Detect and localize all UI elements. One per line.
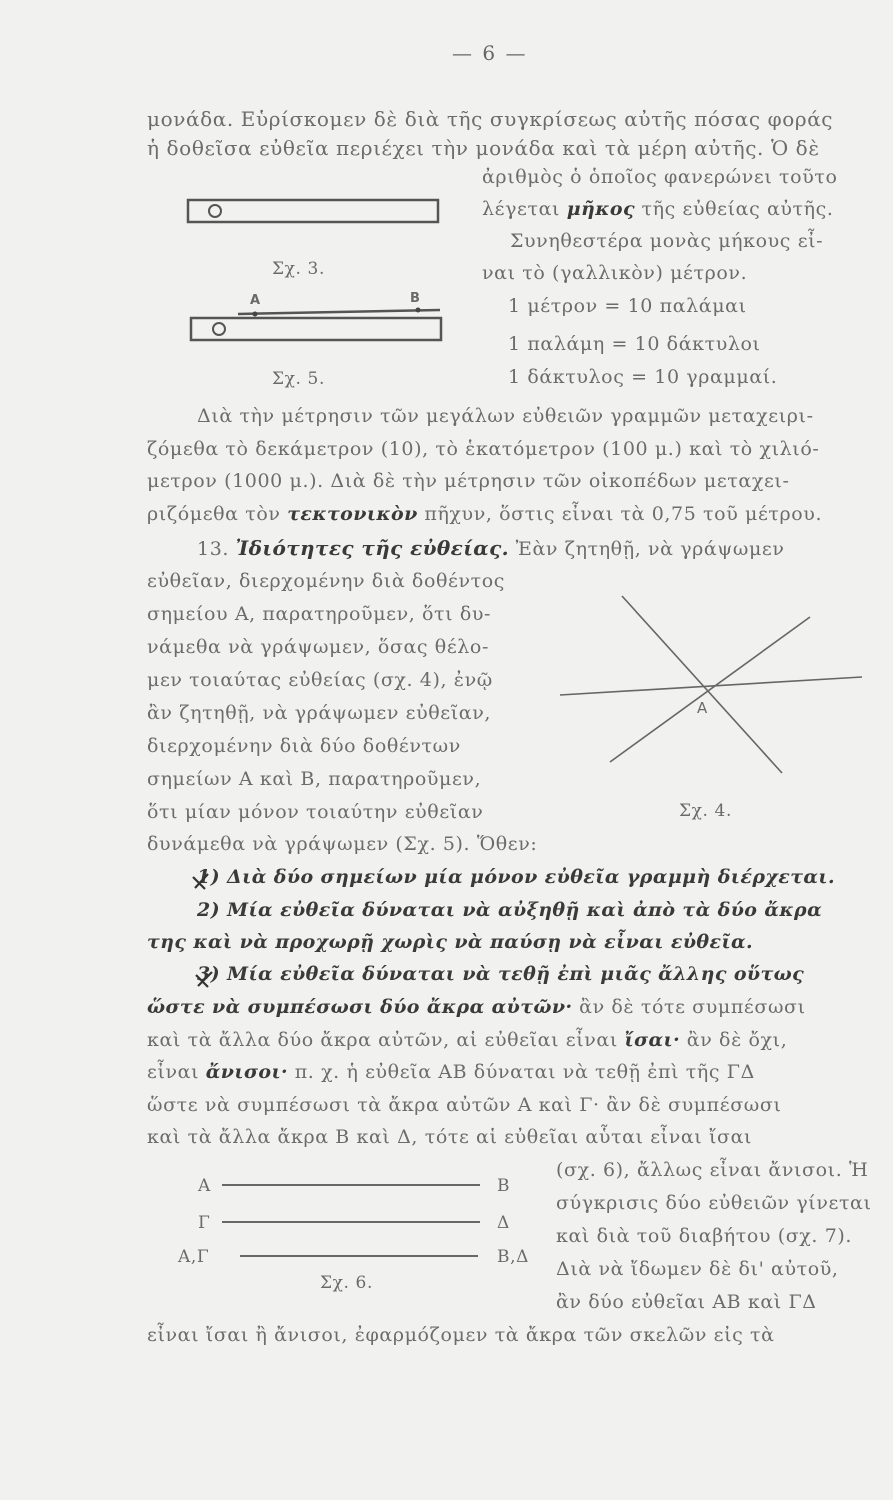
text-line-17: νάμεθα νὰ γράψωμεν, ὅσας θέλο- (147, 636, 489, 658)
text-line-20: διερχομένην διὰ δύο δοθέντων (147, 735, 461, 757)
text-line-37: ἂν δύο εὐθεῖαι ΑΒ καὶ ΓΔ (556, 1291, 817, 1313)
fig6-right-label-3: Β,Δ (497, 1247, 529, 1267)
page-number: — 6 — (452, 41, 528, 65)
text-span: ἂν δὲ τότε συμπέσωσι (572, 996, 806, 1018)
rule-2: 2) Μία εὐθεῖα δύναται νὰ αὐξηθῇ καὶ ἀπὸ τὰ δύο ἄκρα (197, 899, 823, 921)
fig5-label-b: B (410, 291, 421, 306)
text-line-32: καὶ τὰ ἄλλα ἄκρα Β καὶ Δ, τότε αἱ εὐθεῖαι αὗται εἶναι ἴσαι (147, 1126, 753, 1148)
text-line-35: καὶ διὰ τοῦ διαβήτου (σχ. 7). (556, 1225, 853, 1247)
term-tektonikon: τεκτονικὸν (287, 503, 418, 525)
text-line-34: σύγκρισις δύο εὐθειῶν γίνεται (556, 1192, 872, 1214)
text-line-6: ναι τὸ (γαλλικὸν) μέτρον. (482, 262, 748, 284)
text-span: πῆχυν, ὅστις εἶναι τὰ 0,75 τοῦ μέτρου. (417, 503, 823, 525)
text-line-11: ζόμεθα τὸ δεκάμετρον (10), τὸ ἑκατόμετρον (100 μ.) καὶ τὸ χιλιό- (147, 438, 820, 460)
text-span: Ἐὰν ζητηθῇ, νὰ γράψωμεν (509, 538, 785, 560)
text-span: εἶναι (147, 1061, 206, 1083)
term-isai: ἴσαι· (624, 1029, 681, 1051)
text-span: ἂν δὲ ὄχι, (680, 1029, 788, 1051)
term-anisoi: ἄνισοι· (205, 1061, 289, 1083)
text-line-16: σημείου Α, παρατηροῦμεν, ὅτι δυ- (147, 603, 492, 625)
term-mikos: μῆκος (566, 198, 635, 220)
text-line-38: εἶναι ἴσαι ἢ ἄνισοι, ἐφαρμόζομεν τὰ ἄκρα τῶν σκελῶν εἰς τὰ (147, 1324, 775, 1346)
text-span: λέγεται (482, 198, 567, 220)
text-line-31: ὥστε νὰ συμπέσωσι τὰ ἄκρα αὐτῶν Α καὶ Γ· ἂν δὲ συμπέσωσι (147, 1094, 782, 1116)
text-line-2: ἡ δοθεῖσα εὐθεῖα περιέχει τὴν μονάδα καὶ τὰ μέρη αὐτῆς. Ὁ δὲ (147, 136, 820, 160)
fig6-left-label-3: Α,Γ (178, 1247, 210, 1267)
text-span: καὶ τὰ ἄλλα δύο ἄκρα αὐτῶν, αἱ εὐθεῖαι εἶναι (147, 1029, 625, 1051)
text-span: τῆς εὐθείας αὐτῆς. (634, 198, 834, 220)
text-line-22: ὅτι μίαν μόνον τοιαύτην εὐθεῖαν (147, 801, 484, 823)
text-line-23: δυνάμεθα νὰ γράψωμεν (Σχ. 5). Ὅθεν: (147, 833, 538, 855)
handwritten-marks (193, 874, 212, 987)
rule-3: 3) Μία εὐθεῖα δύναται νὰ τεθῇ ἐπὶ μιᾶς ἄλλης οὕτως (197, 963, 805, 985)
figure-5-ruler (191, 308, 441, 341)
rule-2-cont: της καὶ νὰ προχωρῇ χωρὶς νὰ παύσῃ νὰ εἶναι εὐθεῖα. (147, 931, 754, 953)
rule-3-cont: ὥστε νὰ συμπέσωσι δύο ἄκρα αὐτῶν· (147, 996, 573, 1018)
figure-4-lines (560, 596, 862, 773)
text-line-1: μονάδα. Εὑρίσκομεν δὲ διὰ τῆς συγκρίσεως αὐτῆς πόσας φοράς (147, 107, 834, 131)
rule-1: 1) Διὰ δύο σημείων μία μόνον εὐθεῖα γραμμὴ διέρχεται. (197, 866, 836, 888)
unit-row-1: 1 μέτρον = 10 παλάμαι (508, 295, 747, 317)
text-line-19: ἂν ζητηθῇ, νὰ γράψωμεν εὐθεῖαν, (147, 702, 491, 724)
text-line-5: Συνηθεστέρα μονὰς μήκους εἶ- (510, 230, 824, 252)
text-line-21: σημείων Α καὶ Β, παρατηροῦμεν, (147, 768, 482, 790)
text-line-3: ἀριθμὸς ὁ ὁποῖος φανερώνει τοῦτο (482, 166, 838, 188)
fig5-caption: Σχ. 5. (272, 369, 325, 389)
section-title: Ἰδιότητες τῆς εὐθείας. (235, 536, 510, 560)
fig4-label-a: A (697, 699, 708, 717)
text-line-15: εὐθεῖαν, διερχομένην διὰ δοθέντος (147, 570, 506, 592)
fig3-caption: Σχ. 3. (272, 259, 325, 279)
fig5-label-a: A (250, 293, 261, 308)
text-line-12: μετρον (1000 μ.). Διὰ δὲ τὴν μέτρησιν τῶν οἰκοπέδων μεταχει- (147, 470, 790, 492)
fig6-caption: Σχ. 6. (320, 1273, 373, 1293)
fig6-right-label-1: Β (497, 1176, 511, 1196)
text-line-18: μεν τοιαύτας εὐθείας (σχ. 4), ἐνῷ (147, 669, 493, 691)
fig6-left-label-1: Α (198, 1176, 211, 1196)
fig6-right-label-2: Δ (497, 1213, 510, 1233)
text-span: ριζόμεθα τὸν (147, 503, 288, 525)
text-span: π. χ. ἡ εὐθεῖα ΑΒ δύναται νὰ τεθῇ ἐπὶ τῆς ΓΔ (288, 1061, 755, 1083)
fig6-left-label-2: Γ (198, 1213, 211, 1233)
figure-6-segments (222, 1185, 480, 1256)
text-line-36: Διὰ νὰ ἴδωμεν δὲ δι' αὐτοῦ, (556, 1258, 839, 1280)
unit-row-2: 1 παλάμη = 10 δάκτυλοι (508, 333, 761, 355)
figure-3-ruler (188, 200, 438, 222)
unit-row-3: 1 δάκτυλος = 10 γραμμαί. (508, 366, 778, 388)
section-number: 13. (197, 538, 236, 560)
text-line-10: Διὰ τὴν μέτρησιν τῶν μεγάλων εὐθειῶν γραμμῶν μεταχειρι- (197, 405, 814, 427)
fig4-caption: Σχ. 4. (679, 801, 732, 821)
text-line-33: (σχ. 6), ἄλλως εἶναι ἄνισοι. Ἡ (556, 1159, 869, 1181)
